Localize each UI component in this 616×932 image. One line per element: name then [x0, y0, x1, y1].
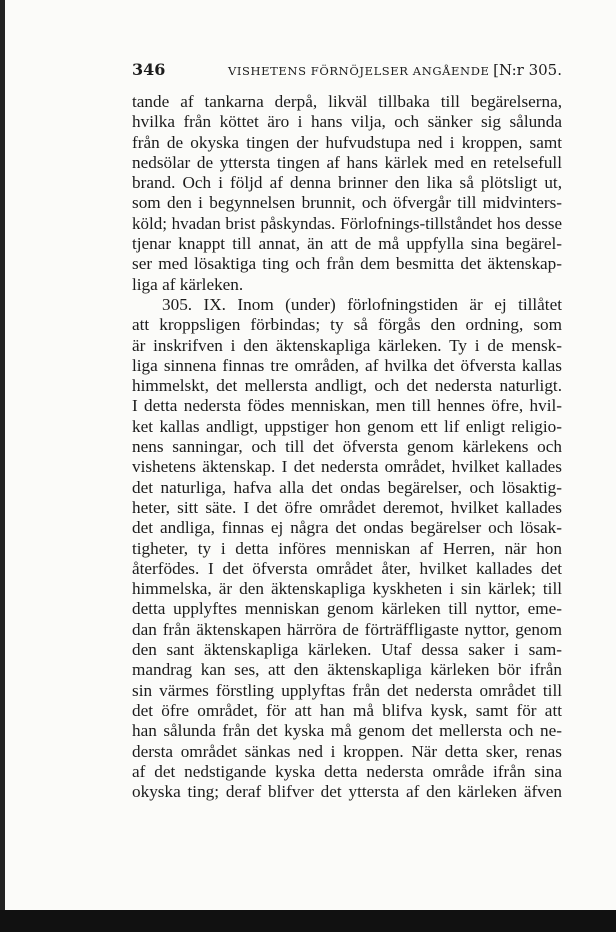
text-line: det naturliga, hafva alla det ondas begärelser, och lösaktig-: [132, 477, 562, 497]
scan-edge-bottom: [0, 910, 616, 932]
page-header: [132, 60, 562, 82]
text-line: ser med lösaktiga ting och från dem besmitta det äktenskap-: [132, 254, 562, 274]
text-line: tjenar knappt till annat, än att de må uppfylla sina begärel-: [132, 234, 562, 254]
text-line: han sålunda från det kyska må genom det mellersta och ne-: [132, 721, 562, 741]
section-reference: [N:r 305.: [493, 61, 562, 79]
text-line: den sant äktenskapliga kärleken. Utaf dessa saker i sam-: [132, 640, 562, 660]
text-line: I detta nedersta födes menniskan, men till hennes öfre, hvil-: [132, 396, 562, 416]
text-line: tande af tankarna derpå, likväl tillbaka till begärelserna,: [132, 92, 562, 111]
text-line: heter, sitt säte. I det öfre området deremot, hvilket kallades: [132, 497, 562, 517]
text-line: sin värmes förstling upplyftas från det nedersta området till: [132, 680, 562, 700]
scan-edge-left: [0, 0, 5, 932]
page-number: 346: [132, 60, 166, 79]
text-line: dan från äktenskapen härröra de förträffligaste nyttor, genom: [132, 619, 562, 639]
text-line: liga sinnena finnas tre områden, af hvilka det öfversta kallas: [132, 355, 562, 375]
text-line: återfödes. I det öfversta området åter, hvilket kallades det: [132, 558, 562, 578]
section-heading-line: 305. IX. Inom (under) förlofningstiden är ej tillåtet: [162, 294, 562, 314]
text-line: tigheter, ty i detta införes menniskan af Herren, när hon: [132, 538, 562, 558]
text-line: vishetens äktenskap. I det nedersta området, hvilket kallades: [132, 457, 562, 477]
text-line: okyska ting; deraf blifver det yttersta af den kärleken äfven: [132, 782, 562, 802]
text-line: himmelskt, det mellersta andligt, och det nedersta naturligt.: [132, 376, 562, 396]
body-text: [132, 92, 562, 802]
text-line: som den i begynnelsen brunnit, och öfvergår till midvinters-: [132, 193, 562, 213]
text-line: mandrag kan ses, att den äktenskapliga kärleken bör ifrån: [132, 660, 562, 680]
text-line: hvilka från köttet äro i hans vilja, och sänker sig sålunda: [132, 112, 562, 132]
text-line: från de okyska tingen der hufvudstupa ned i kroppen, samt: [132, 132, 562, 152]
text-line: ket kallas andligt, uppstiger hon genom ett lif enligt religio-: [132, 416, 562, 436]
text-line: nens sanningar, och till det öfversta genom kärlekens och: [132, 437, 562, 457]
text-line: nedsölar de yttersta tingen af hans kärlek med en retelsefull: [132, 152, 562, 172]
text-line: köld; hvadan brist påskyndas. Förlofnings-tillståndet hos desse: [132, 213, 562, 233]
text-line: dersta området sänkas ned i kroppen. När detta sker, renas: [132, 741, 562, 761]
text-line: det andliga, finnas ej några det ondas begärelser och lösak-: [132, 518, 562, 538]
text-line: är inskrifven i den äktenskapliga kärleken. Ty i de mensk-: [132, 335, 562, 355]
running-title: VISHETENS FÖRNÖJELSER ANGÅENDE: [228, 64, 490, 78]
text-line: brand. Och i följd af denna brinner den lika så plötsligt ut,: [132, 173, 562, 193]
paragraph-end-line: liga af kärleken.: [132, 274, 244, 294]
text-line: detta upplyftes menniskan genom kärleken till nyttor, eme-: [132, 599, 562, 619]
text-line: himmelska, är den äktenskapliga kyskheten i sin kärlek; till: [132, 579, 562, 599]
text-line: af det nedstigande kyska detta nedersta område ifrån sina: [132, 761, 562, 781]
text-line: det öfre området, för att han må blifva kysk, samt för att: [132, 700, 562, 720]
text-line: att kroppsligen förbindas; ty så förgås den ordning, som: [132, 315, 562, 335]
